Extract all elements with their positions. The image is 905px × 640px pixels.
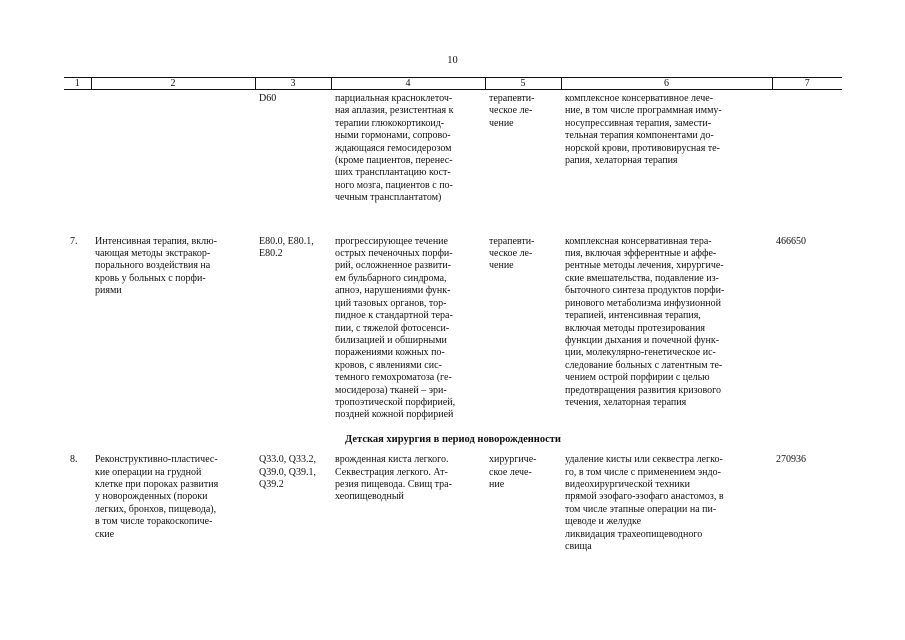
icd-codes (255, 450, 331, 553)
care-type-name-line: Реконструктивно-пластичес- (95, 454, 218, 466)
column-header-5: 5 (485, 78, 561, 90)
patient-model-line: парциальная красноклеточ- (335, 93, 453, 104)
treatment-kind-line: ческое ле- (489, 248, 533, 260)
care-type-name (91, 90, 255, 205)
patient-model-line: мосидероза) тканей – эри- (335, 384, 447, 396)
patient-model-line: ного мозга, пациентов с по- (335, 179, 453, 191)
column-header-1: 1 (64, 78, 91, 90)
care-type-name (91, 450, 255, 553)
patient-model-line: ными гормонами, сопрово- (335, 130, 451, 142)
treatment-method (561, 90, 772, 205)
treatment-method-line: чением острой порфирии с целью (565, 372, 710, 384)
patient-model (331, 205, 485, 422)
column-header-2: 2 (91, 78, 255, 90)
cost-standard: 466650 (776, 235, 806, 247)
care-type-name-line: ские (95, 528, 115, 540)
treatment-method-line: функции дыхания и почечной функ- (565, 334, 720, 346)
patient-model-line: ная аплазия, резистентная к (335, 105, 454, 117)
icd-codes-line: E80.2 (259, 248, 283, 260)
care-type-name-line: Интенсивная терапия, вклю- (95, 235, 217, 247)
treatment-method-line: следование больных с латентным те- (565, 359, 723, 371)
patient-model-line: врожденная киста легкого. (335, 454, 449, 466)
care-type-name-line: в том числе торакоскопиче- (95, 516, 213, 528)
treatment-method-line: удаление кисты или секвестра легко- (565, 454, 723, 466)
treatment-method-line: ские вмешательства, подавление из- (565, 272, 719, 284)
cost-standard (772, 90, 842, 205)
treatment-method-line: ринового метаболизма инфузионной (565, 297, 722, 309)
icd-codes-line: Q33.0, Q33.2, (259, 454, 316, 466)
treatment-method-line: комплексная консервативная тера- (565, 235, 712, 247)
patient-model-line: апноэ, нарушениями функ- (335, 285, 451, 297)
treatment-method-line: тельная терапия компонентами до- (565, 130, 714, 142)
care-type-name-line: кие операции на грудной (95, 466, 202, 478)
patient-model-line: (кроме пациентов, перенес- (335, 155, 453, 167)
treatment-method-line: рентные методы лечения, хирургиче- (565, 260, 724, 272)
cost-standard: 270936 (776, 454, 806, 466)
icd-codes-line: Q39.0, Q39.1, (259, 466, 316, 478)
row-number: 7. (70, 235, 78, 247)
patient-model-line: ем бульбарного синдрома, (335, 272, 447, 284)
treatment-kind-line: терапевти- (489, 93, 535, 104)
treatment-method-line: предотвращения развития кризового (565, 384, 721, 396)
treatment-kind (485, 90, 561, 205)
treatment-method-line: щеводе и желудке (565, 516, 642, 528)
column-number-header (64, 78, 842, 90)
patient-model-line: пидное к стандартной тера- (335, 310, 453, 322)
icd-codes-line: Q39.2 (259, 478, 284, 490)
patient-model-line: билизацией и обширными (335, 334, 447, 346)
patient-model-line: ших трансплантацию кост- (335, 167, 451, 179)
column-header-7: 7 (772, 78, 842, 90)
treatment-kind-line: ние (489, 478, 505, 490)
patient-model-line: Секвестрация легкого. Ат- (335, 466, 448, 478)
treatment-method-line: включая методы протезирования (565, 322, 706, 334)
care-type-name-line: порального воздействия на (95, 260, 211, 272)
treatment-method-line: пия, включая эфферентные и аффе- (565, 248, 717, 260)
patient-model-line: поздней кожной порфирией (335, 409, 454, 421)
care-type-name-line: у новорожденных (пороки (95, 491, 208, 503)
treatment-kind-line: терапевти- (489, 235, 535, 247)
patient-model (331, 90, 485, 205)
treatment-method-line: быточного синтеза продуктов порфи- (565, 285, 725, 297)
treatment-kind (485, 205, 561, 422)
patient-model-line: пии, с тяжелой фотосенси- (335, 322, 450, 334)
treatment-method-line: свища (565, 541, 592, 552)
treatment-method-line: го, в том числе с применением эндо- (565, 466, 721, 478)
patient-model-line: ций тазовых органов, тор- (335, 297, 447, 309)
treatment-method-line: рапия, хелаторная терапия (565, 155, 678, 167)
icd-codes-line: E80.0, E80.1, (259, 235, 314, 247)
treatment-kind (485, 450, 561, 553)
patient-model-line: прогрессирующее течение (335, 235, 448, 247)
patient-model-line: кровов, с явлениями сис- (335, 359, 442, 371)
care-type-name-line: клетке при пороках развития (95, 478, 219, 490)
treatment-method-line: комплексное консервативное лече- (565, 93, 714, 104)
treatment-method (561, 450, 772, 553)
table-row (64, 90, 842, 205)
patient-model-line: острых печеночных порфи- (335, 248, 453, 260)
icd-codes (255, 205, 331, 422)
patient-model-line: чечным трансплантатом) (335, 192, 442, 204)
treatment-method-line: ликвидация трахеопищеводного (565, 528, 703, 540)
patient-model (331, 450, 485, 553)
care-type-name (91, 205, 255, 422)
treatment-kind-line: чение (489, 117, 514, 129)
patient-model-line: резия пищевода. Свищ тра- (335, 478, 452, 490)
treatment-method-line: ние, в том числе программная имму- (565, 105, 722, 117)
treatment-method-line: норской крови, противовирусная те- (565, 142, 720, 154)
treatment-kind-line: хирургиче- (489, 454, 537, 466)
care-type-name-line: риями (95, 285, 122, 297)
medical-care-table (64, 77, 842, 553)
column-header-6: 6 (561, 78, 772, 90)
treatment-method-line: прямой эзофаго-эзофаго анастомоз, в (565, 491, 724, 503)
page-number: 10 (447, 55, 458, 66)
treatment-method (561, 205, 772, 422)
column-header-4: 4 (331, 78, 485, 90)
patient-model-line: ждающаяся гемосидерозом (335, 142, 452, 154)
treatment-method-line: течения, хелаторная терапия (565, 396, 687, 408)
patient-model-line: темного гемохроматоза (ге- (335, 372, 452, 384)
row-number (64, 90, 91, 205)
row-number: 8. (70, 454, 78, 466)
care-type-name-line: кровь у больных с порфи- (95, 272, 206, 284)
section-heading: Детская хирургия в период новорожденности (345, 433, 561, 445)
icd-codes (255, 90, 331, 205)
treatment-method-line: ции, молекулярно-генетическое ис- (565, 347, 716, 359)
treatment-kind-line: ское лече- (489, 466, 532, 478)
table-row (64, 450, 842, 553)
treatment-method-line: терапией, интенсивная терапия, (565, 310, 701, 322)
patient-model-line: терапии глюкокортикоид- (335, 117, 445, 129)
patient-model-line: тропоэтической порфирией, (335, 396, 456, 408)
treatment-method-line: видеохирургической техники (565, 478, 690, 490)
icd-codes-line: D60 (259, 93, 277, 104)
treatment-method-line: том числе этапные операции на пи- (565, 503, 717, 515)
treatment-method-line: носупрессивная терапия, замести- (565, 117, 712, 129)
patient-model-line: рий, осложненное развити- (335, 260, 452, 272)
treatment-kind-line: чение (489, 260, 514, 272)
table-row (64, 205, 842, 422)
column-header-3: 3 (255, 78, 331, 90)
section-heading-row (64, 422, 842, 450)
care-type-name-line: чающая методы экстракор- (95, 248, 211, 260)
treatment-kind-line: ческое ле- (489, 105, 533, 117)
patient-model-line: поражениями кожных по- (335, 347, 445, 359)
patient-model-line: хеопищеводный (335, 491, 404, 503)
care-type-name-line: легких, бронхов, пищевода), (95, 503, 217, 515)
